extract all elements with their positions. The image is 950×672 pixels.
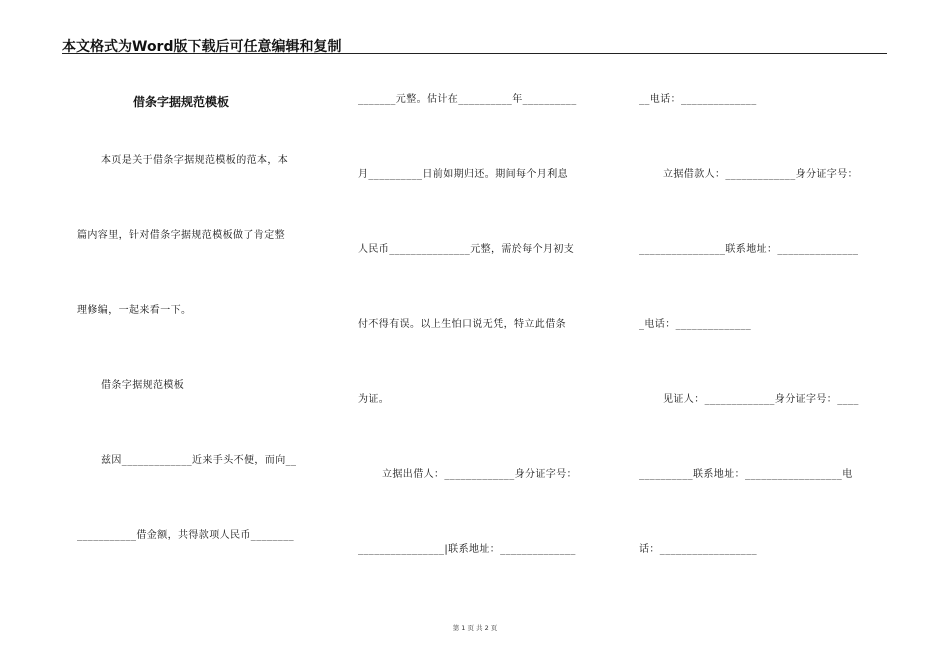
column3-line-3: ________________联系地址：_______________ (639, 244, 859, 255)
column1-line-5: 兹因_____________近来手头不便，而向__ (101, 455, 297, 466)
column2-line-2: 月__________日前如期归还。期间每个月利息 (358, 169, 568, 180)
column1-line-6: ___________借金额，共得款项人民币________ (77, 530, 294, 541)
column3-line-1: __电话：______________ (639, 94, 757, 105)
column1-line-1: 本页是关于借条字据规范模板的范本，本 (101, 155, 289, 166)
column3-line-5: 见证人：_____________身分证字号：____ (663, 394, 859, 405)
column2-line-7: ________________|联系地址：______________ (358, 544, 576, 555)
column3-line-2: 立据借款人：_____________身分证字号： (663, 169, 858, 180)
column2-line-4: 付不得有误。以上生怕口说无凭，特立此借条 (358, 319, 566, 330)
column3-line-6: __________联系地址：__________________电 (639, 469, 853, 480)
column1-line-4: 借条字据规范模板 (101, 380, 185, 391)
column1-line-2: 篇内容里，针对借条字据规范模板做了肯定整 (77, 230, 285, 241)
header-divider (62, 53, 887, 54)
column2-line-3: 人民币_______________元整，需於每个月初支 (358, 244, 575, 255)
column1-line-3: 理修编，一起来看一下。 (77, 305, 192, 316)
column2-line-5: 为证。 (358, 394, 390, 405)
column3-line-4: _电话：______________ (639, 319, 752, 330)
page-number: 第 1 页 共 2 页 (452, 624, 498, 632)
column2-line-6: 立据出借人：_____________身分证字号： (382, 469, 577, 480)
header-text: 本文格式为Word版下载后可任意编辑和复制 (62, 39, 342, 55)
document-title: 借条字据规范模板 (133, 95, 230, 109)
column3-line-7: 话：__________________ (639, 544, 757, 555)
column2-line-1: _______元整。估计在__________年__________ (358, 94, 577, 105)
